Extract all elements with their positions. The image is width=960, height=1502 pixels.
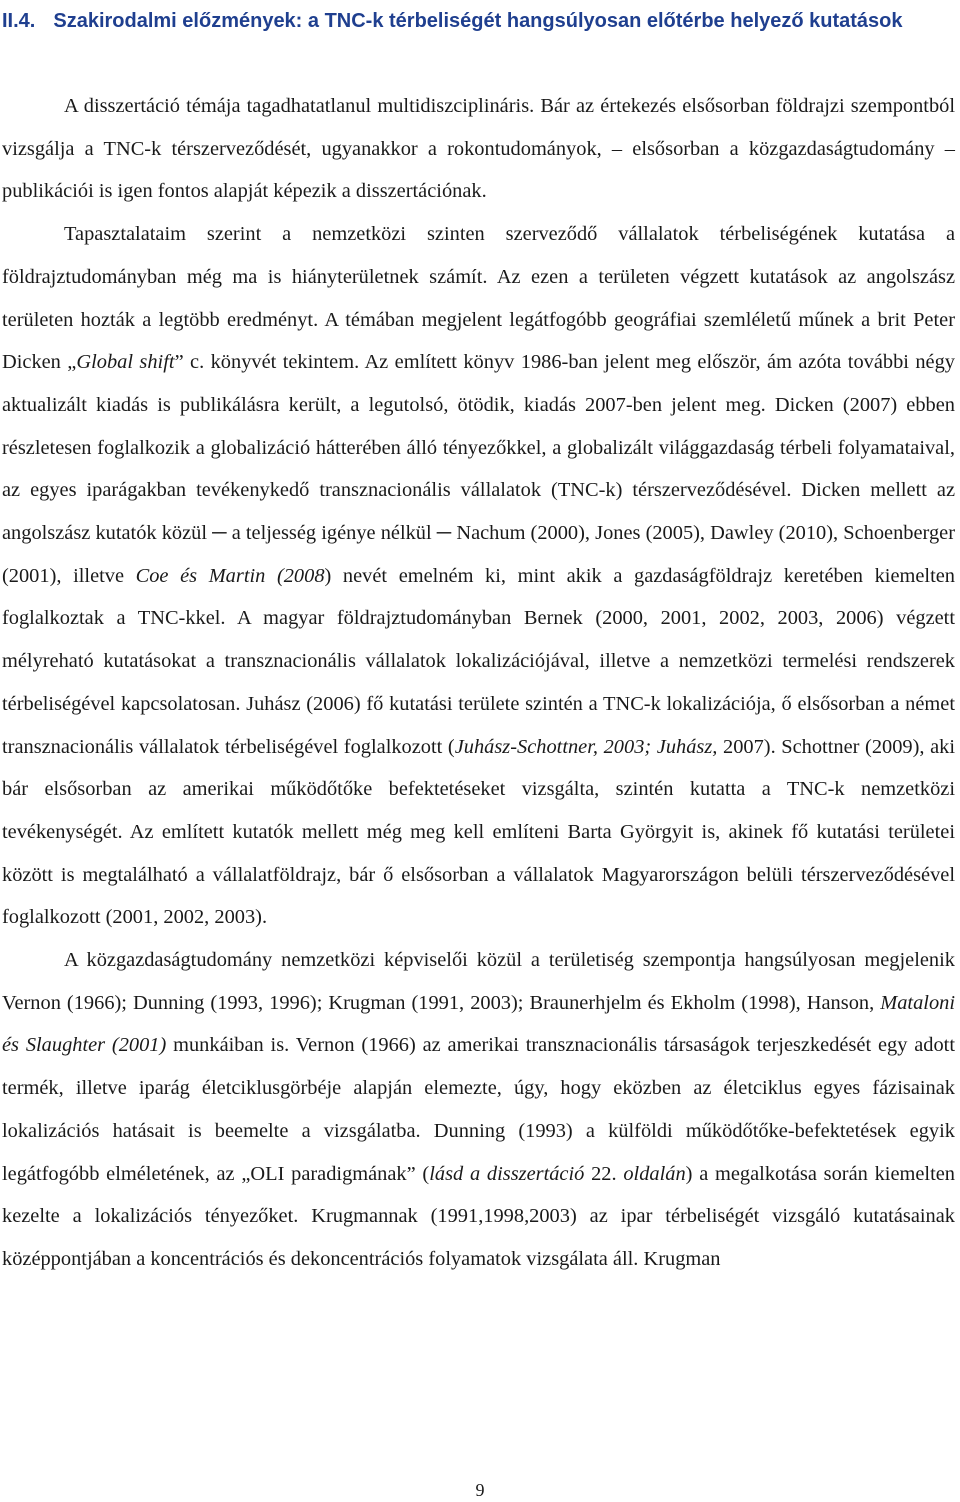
paragraph-2-part-7: 2007). Schottner (2009), aki bár elsősorban az amerikai működőtőke befektetéseket vizsgálta, szintén kutatta a TNC-k nemzetközi tevékenységét. Az említett kutatók mellett még meg kell említeni Barta Györgyit is, akinek fő kutatási területei között is megtalálható a vállalatföldrajz, bár ő elsősorban a vállalatok Magyarországon belüli térszerveződésével foglalkozott (2001, 2002, 2003). [2, 735, 955, 929]
citation-juhasz-schottner: Juhász-Schottner, 2003; Juhász, [454, 735, 718, 758]
paragraph-2 [2, 213, 955, 939]
section-heading [2, 0, 954, 43]
paragraph-1 [2, 85, 955, 213]
citation-mataloni-slaughter: Mataloni és Slaughter (2001) [2, 991, 955, 1057]
paragraph-1-text: A disszertáció témája tagadhatatlanul multidiszciplináris. Bár az értekezés elsősorban földrajzi szempontból vizsgálja a TNC-k térszerveződését, ugyanakkor a rokontudományok, – elsősorban a közgazdaságtudomány – publikációi is igen fontos alapját képezik a disszertációnak. [2, 95, 955, 203]
paragraph-3-part-1: A közgazdaságtudomány nemzetközi képviselői közül a területiség szempontja hangsúlyosan megjelenik Vernon (1966); Dunning (1993, 1996); Krugman (1991, 2003); Braunerhjelm és Ekholm (1998), Hanson, [2, 949, 955, 1014]
paragraph-2-part-1: Tapasztalataim szerint a nemzetközi szinten szerveződő vállalatok térbeliségének kutatása a földrajztudományban még ma is hiányterületnek számít. Az ezen a területen végzett kutatások az angolszász területen hozták a legtöbb eredményt. A témában megjelent legátfogóbb geográfiai szemléletű műnek a brit Peter Dicken „ [2, 223, 955, 374]
paragraph-2-part-5: ) nevét emelném ki, mint akik a gazdaságföldrajz keretében kiemelten foglalkoztak a TNC-kkel. A magyar földrajztudományban Bernek (2000, 2001, 2002, 2003, 2006) végzett mélyreható kutatásokat a transznacionális vállalatok lokalizációjával, illetve a nemzetközi termelési rendszerek térbeliségével kapcsolatosan. Juhász (2006) fő kutatási területe szintén a TNC-k lokalizációja, ő elsősorban a német transznacionális vállalatok térbeliségével foglalkozott ( [2, 564, 955, 758]
page-number: 9 [475, 1480, 485, 1500]
paragraph-3-part-5: 22. [584, 1162, 624, 1185]
paragraph-3 [2, 939, 955, 1281]
book-title-global-shift: Global shift [76, 351, 175, 374]
citation-coe-martin: Coe és Martin (2008 [135, 564, 325, 587]
paragraph-3-part-3: munkáiban is. Vernon (1966) az amerikai transznacionális társaságok terjeszkedését egy adott termék, illetve iparág életciklusgörbéje alapján elemezte, úgy, hogy eközben az életciklus egyes fázisainak lokalizációs hatásait is beemelte a vizsgálatba. Dunning (1993) a külföldi működőtőke-befektetések egyik legátfogóbb elméletének, az „OLI paradigmának” ( [2, 1034, 955, 1185]
reference-oldalan: oldalán [623, 1162, 686, 1185]
body-text [2, 85, 955, 1281]
paragraph-2-part-3: ” c. könyvét tekintem. Az említett könyv 1986-ban jelent meg először, ám azóta további négy aktualizált kiadás is publikálásra került, a legutolsó, ötödik, kiadás 2007-ben jelent meg. Dicken (2007) ebben részletesen foglalkozik a globalizáció hátterében álló tényezőkkel, a globalizált világgazdaság térbeli folyamataival, az egyes iparágakban tevékenykedő transznacionális vállalatok (TNC-k) térszerveződésével. Dicken mellett az angolszász kutatók közül ─ a teljesség igénye nélkül ─ Nachum (2000), Jones (2005), Dawley (2010), Schoenberger (2001), illetve [2, 351, 955, 587]
paragraph-3-part-7: ) a megalkotása során kiemelten kezelte a lokalizációs tényezőket. Krugmannak (1991,1998,2003) az ipar térbeliségét vizsgáló kutatásainak középpontjában a koncentrációs és dekoncentrációs folyamatok vizsgálata áll. Krugman [2, 1162, 955, 1270]
section-title: Szakirodalmi előzmények: a TNC-k térbeliségét hangsúlyosan előtérbe helyező kutatások [53, 10, 903, 32]
section-number: II.4. [2, 10, 36, 32]
reference-lasd-disszertacio: lásd a disszertáció [429, 1162, 585, 1185]
